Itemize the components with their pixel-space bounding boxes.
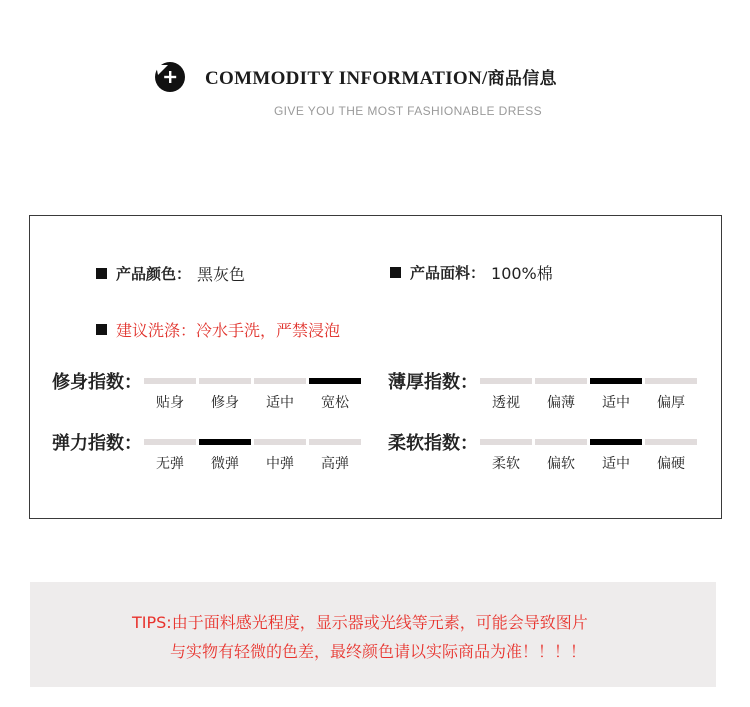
index-option-label: 适中 xyxy=(266,395,294,411)
index-bar xyxy=(480,439,532,445)
index-option-label: 微弹 xyxy=(211,456,239,472)
fabric-label: 产品面料： xyxy=(410,264,486,282)
index-option-label: 偏厚 xyxy=(657,395,685,411)
index-option-label: 透视 xyxy=(492,395,520,411)
index-option-label: 修身 xyxy=(211,395,239,411)
index-bar-selected xyxy=(590,439,642,445)
square-bullet-icon xyxy=(96,324,107,335)
index-option-label: 偏硬 xyxy=(657,456,685,472)
index-bar-selected xyxy=(309,378,361,384)
wash-text: 建议洗涤：冷水手洗，严禁浸泡 xyxy=(116,321,341,340)
index-bar xyxy=(645,378,697,384)
color-attribute xyxy=(96,262,245,285)
index-label: 柔软指数： xyxy=(388,433,478,454)
index-option-label: 适中 xyxy=(602,456,630,472)
index-label: 修身指数： xyxy=(52,372,142,393)
tips-line-2: 与实物有轻微的色差，最终颜色请以实际商品为准！！！！ xyxy=(170,642,587,661)
index-bar xyxy=(254,439,306,445)
index-option-label: 适中 xyxy=(602,395,630,411)
index-option-label: 偏薄 xyxy=(547,395,575,411)
index-bar-selected xyxy=(590,378,642,384)
fabric-attribute xyxy=(390,261,553,284)
index-bar xyxy=(144,439,196,445)
product-info-panel xyxy=(29,215,722,519)
index-bar xyxy=(645,439,697,445)
index-bar xyxy=(309,439,361,445)
wash-attribute xyxy=(96,318,340,341)
page-title xyxy=(205,64,557,90)
title-en: COMMODITY INFORMATION/ xyxy=(205,68,488,89)
index-option-label: 高弹 xyxy=(321,456,349,472)
index-bar xyxy=(535,378,587,384)
index-option-label: 中弹 xyxy=(266,456,294,472)
title-cn: 商品信息 xyxy=(487,69,557,89)
index-bar xyxy=(480,378,532,384)
fabric-value: 100%棉 xyxy=(491,264,553,283)
index-bar xyxy=(535,439,587,445)
plus-icon xyxy=(154,61,186,93)
index-label: 薄厚指数： xyxy=(388,372,478,393)
color-value: 黑灰色 xyxy=(197,265,246,284)
square-bullet-icon xyxy=(390,267,401,278)
index-bar xyxy=(199,378,251,384)
square-bullet-icon xyxy=(96,268,107,279)
color-label: 产品颜色： xyxy=(116,265,192,283)
index-bar xyxy=(254,378,306,384)
index-option-label: 柔软 xyxy=(492,456,520,472)
tips-line-1: TIPS:由于面料感光程度，显示器或光线等元素，可能会导致图片 xyxy=(132,613,588,632)
index-option-label: 宽松 xyxy=(321,395,349,411)
index-option-label: 贴身 xyxy=(156,395,184,411)
index-bar xyxy=(144,378,196,384)
index-option-label: 偏软 xyxy=(547,456,575,472)
tips-panel xyxy=(30,582,716,687)
index-bar-selected xyxy=(199,439,251,445)
page-subtitle: GIVE YOU THE MOST FASHIONABLE DRESS xyxy=(273,104,543,118)
index-option-label: 无弹 xyxy=(156,456,184,472)
index-label: 弹力指数： xyxy=(52,433,142,454)
